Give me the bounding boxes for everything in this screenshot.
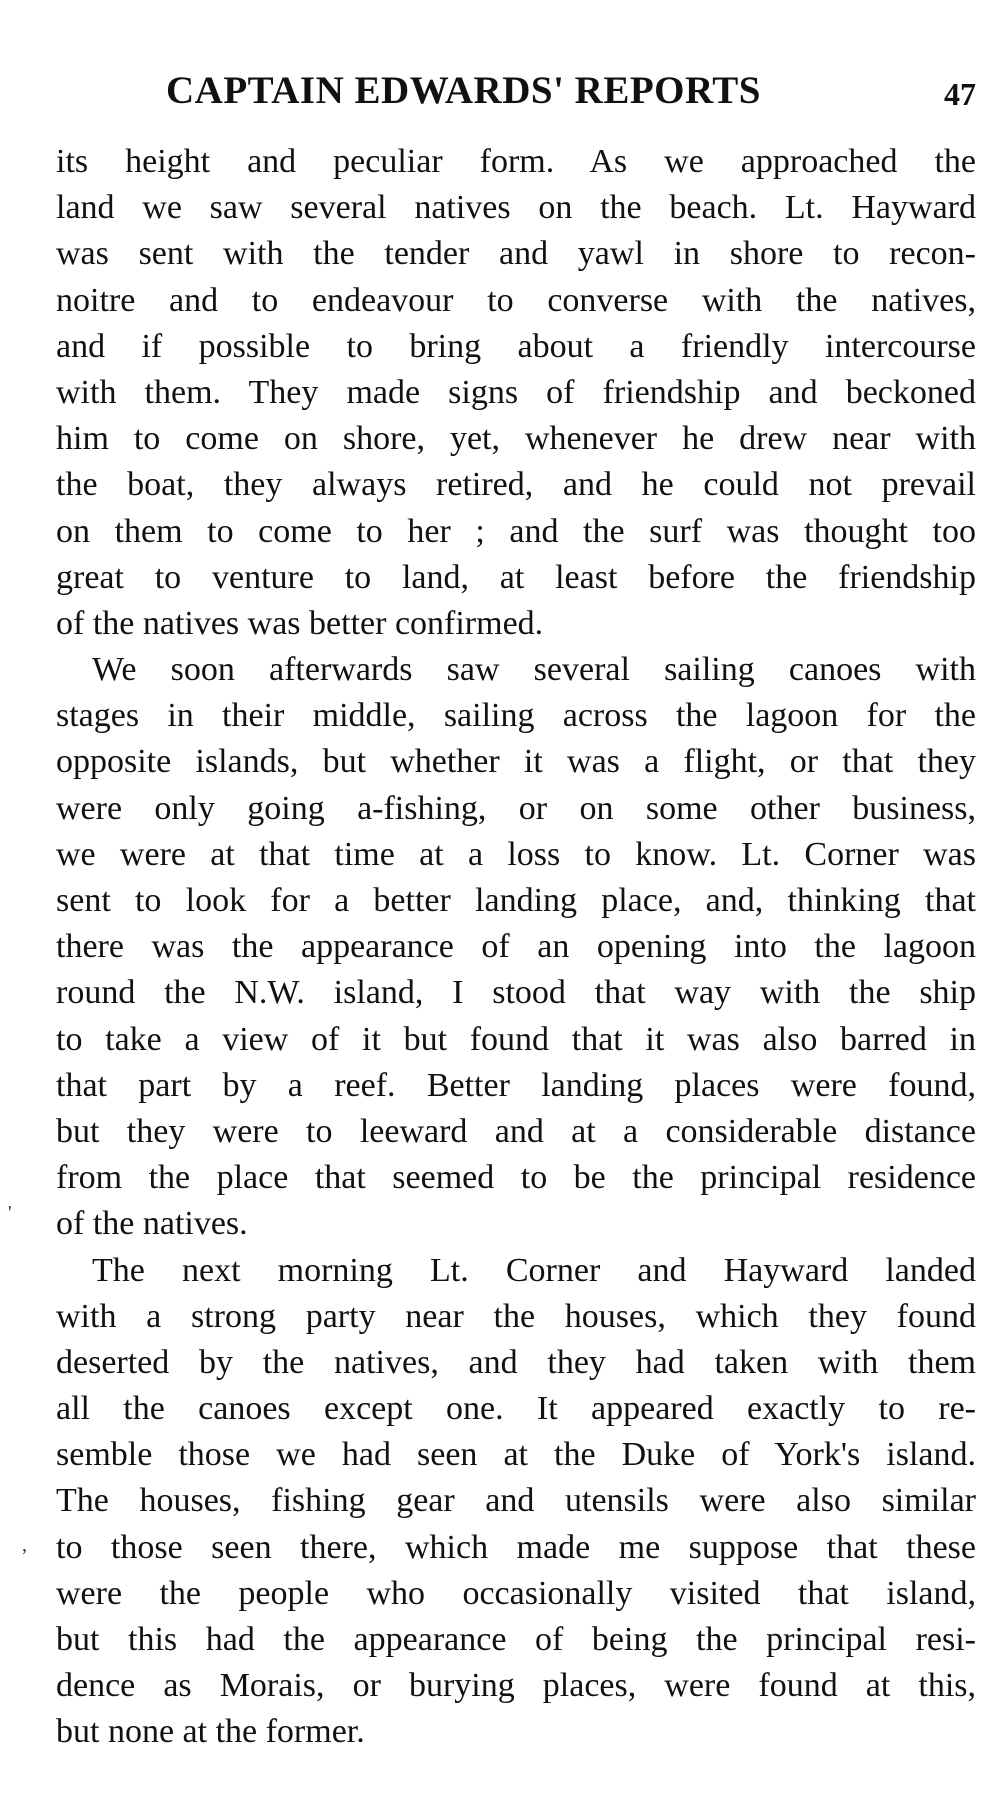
text-line: great to venture to land, at least before the friendship xyxy=(56,558,976,596)
stray-print-mark: ' xyxy=(8,1202,12,1224)
text-line: all the canoes except one. It appeared exactly to re- xyxy=(56,1390,976,1428)
text-line: were the people who occasionally visited that island, xyxy=(56,1574,976,1612)
text-line: to take a view of it but found that it was also barred in xyxy=(56,1020,976,1058)
text-line: opposite islands, but whether it was a flight, or that they xyxy=(56,743,976,781)
text-line: we were at that time at a loss to know. Lt. Corner was xyxy=(56,835,976,873)
text-line: land we saw several natives on the beach. Lt. Hayward xyxy=(56,189,976,227)
text-line: him to come on shore, yet, whenever he drew near with xyxy=(56,420,976,458)
text-line: stages in their middle, sailing across the lagoon for the xyxy=(56,697,976,735)
text-line: The houses, fishing gear and utensils were also similar xyxy=(56,1482,976,1520)
text-line: on them to come to her ; and the surf was thought too xyxy=(56,512,976,550)
text-line: to those seen there, which made me suppose that these xyxy=(56,1528,976,1566)
text-line: dence as Morais, or burying places, were found at this, xyxy=(56,1667,976,1705)
text-line: but they were to leeward and at a considerable distance xyxy=(56,1112,976,1150)
paragraph-2 xyxy=(56,647,976,1247)
running-head: CAPTAIN EDWARDS' REPORTS xyxy=(166,69,761,112)
text-line: and if possible to bring about a friendly intercourse xyxy=(56,327,976,365)
text-line: was sent with the tender and yawl in shore to recon- xyxy=(56,235,976,273)
text-line: We soon afterwards saw several sailing canoes with xyxy=(92,651,976,689)
text-line: deserted by the natives, and they had taken with them xyxy=(56,1343,976,1381)
body-text xyxy=(56,139,976,1756)
text-line: the boat, they always retired, and he could not prevail xyxy=(56,466,976,504)
text-line: of the natives was better confirmed. xyxy=(56,604,544,642)
text-line: of the natives. xyxy=(56,1205,248,1243)
page-header xyxy=(56,68,976,120)
text-line: were only going a-fishing, or on some other business, xyxy=(56,789,976,827)
text-line: there was the appearance of an opening into the lagoon xyxy=(56,928,976,966)
text-line: semble those we had seen at the Duke of York's island. xyxy=(56,1436,976,1474)
page-number: 47 xyxy=(944,76,976,112)
text-line: noitre and to endeavour to converse with the natives, xyxy=(56,281,976,319)
paragraph-3 xyxy=(56,1248,976,1756)
text-line: sent to look for a better landing place, and, thinking that xyxy=(56,882,976,919)
stray-print-mark: , xyxy=(22,1534,27,1556)
text-line: from the place that seemed to be the principal residence xyxy=(56,1159,976,1197)
text-line: its height and peculiar form. As we approached the xyxy=(56,143,976,180)
text-line: The next morning Lt. Corner and Hayward landed xyxy=(92,1251,976,1289)
paragraph-1 xyxy=(56,139,976,647)
text-line: but none at the former. xyxy=(56,1713,365,1751)
text-line: that part by a reef. Better landing places were found, xyxy=(56,1066,976,1104)
text-line: but this had the appearance of being the principal resi- xyxy=(56,1621,976,1658)
text-line: with a strong party near the houses, which they found xyxy=(56,1297,976,1335)
text-line: with them. They made signs of friendship and beckoned xyxy=(56,373,976,411)
text-line: round the N.W. island, I stood that way with the ship xyxy=(56,974,976,1012)
